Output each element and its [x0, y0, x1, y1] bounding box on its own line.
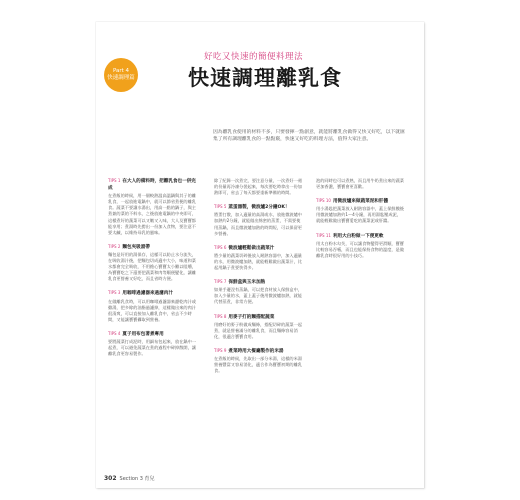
tip-1: [108, 178, 196, 236]
tip-body: 要將蔬菜打成泥時，用細布包起來，放在鍋中一起煮，可以避免蔬菜在煮的過程中碎掉散開，讓離乳食更容易製作。: [108, 338, 196, 357]
continued-text: 泡的同時也可以煮熟，而且用牛奶煮出來的蔬菜更加香濃，寶寶會更喜歡。: [316, 178, 404, 190]
tip-title: 在大人的備料時，把離乳食也一併完成: [108, 179, 196, 192]
tip-body: 用磨好的麥子粉做成麵條，搭配切碎的蔬菜一起煮，就是營養滿分的離乳食，而且麵條容易消化，很適合寶寶食用。: [214, 321, 302, 339]
tip-4: [108, 331, 196, 357]
tip-number: TIPS 7: [214, 279, 227, 285]
tip-11: [316, 233, 404, 259]
tip-number: TIPS 6: [214, 244, 227, 250]
tip-number: TIPS 4: [108, 330, 121, 336]
tip-title: 夏子用布包著煮專用: [122, 331, 164, 337]
column-2: [214, 178, 302, 382]
column-3: [316, 178, 404, 267]
tip-number: TIPS 5: [214, 204, 227, 210]
page-footer: [104, 475, 154, 482]
tip-3: [108, 290, 196, 322]
tip-body: 用太白粉水勾芡，可以讓食物變得更滑順，寶寶比較容易吞嚥，而且也能保持食物的溫度，是做離乳食時很好用的小技巧。: [316, 240, 404, 258]
tip-5: [214, 204, 302, 236]
tip-number: TIPS 10: [316, 198, 331, 204]
tip-title: 用微波爐來做蔬菜泥和肝醬: [332, 199, 389, 205]
tip-number: TIPS 2: [108, 243, 121, 249]
page-number: 302: [104, 475, 117, 482]
tip-number: TIPS 1: [108, 178, 121, 183]
intro-paragraph: [213, 130, 405, 143]
tip-number: TIPS 3: [108, 290, 121, 296]
tip-title: 保鮮盒與玉米加熱: [228, 280, 266, 286]
tip-2: [108, 244, 196, 283]
page-title: 快速調理離乳食: [188, 65, 342, 90]
magazine-page: [96, 22, 424, 488]
section-label: Section 3 育兒: [119, 476, 155, 482]
tip-8: [214, 314, 302, 340]
tip-7: [214, 279, 302, 305]
tip-number: TIPS 11: [316, 232, 331, 238]
tip-title: 麵包夾吸湯帶: [122, 244, 150, 250]
tip-title: 用咖啡過濾器來過濾肉汁: [122, 291, 173, 297]
tip-body: 在煮飯的時候，用一個較熱溫高溫鍋與其子的離乳食，一起放進電鍋中，就可以節省煮便的離乳食。蔬菜不要讓水湯出，用高一點的鍋子，與主煮兼的菜的不料水，之後放進電鍋的中央即可，這樣煮好的蔬菜可以又嫩又入味，大人及寶寶都能享用；煮湯時先撈出一份加入食物，要注意不要太鹹，以維持母乳的風味。: [108, 193, 196, 235]
tip-body: 將少量的蔬菜切碎後放入耐熱容器中，加入適量的水，用微波爐加熱，就能輕鬆做出蔬菜汁，比起用鍋子煮要快得多。: [214, 252, 302, 271]
tip-title: 蒸蛋器製，微波爐2分鐘OK！: [228, 205, 290, 211]
part-badge: [104, 58, 138, 92]
part-number: Part 4: [112, 68, 130, 74]
column-1: [108, 178, 196, 365]
tip-6: [214, 245, 302, 271]
part-label: 快速調理篇: [107, 75, 135, 81]
tip-title: 煮菜時用大餐廳製作的米湯: [228, 348, 284, 354]
tip-title: 利用大白粉做一下便更軟: [332, 233, 384, 239]
page-subtitle: 好吃又快速的簡便料理法: [204, 52, 304, 62]
intro-text: 因為離乳食使用的材料不多，只要發揮一點創意，就能將離乳食做得又快又好吃，以下就匯集了所有調理離乳食的一點點竅，快速又好吃的料理方法，值得大家注意。: [213, 130, 405, 142]
tip-number: TIPS 9: [214, 347, 227, 353]
tip-body: 麵包是好用的湯保存，這樣可以防止水分流失，在吸收湯汁後，把麵包切成適中大小，味道和菜水都會完全吸收，不用擔心寶寶太小難以咀嚼，為寶寶吃之下還要把蔬菜和肉等順便變化，讓離乳食更營養又好吃，而且省時方便。: [108, 251, 196, 282]
tip-number: TIPS 8: [214, 313, 227, 319]
continued-text: 除了紀錄一次煮完，要注意分量，一次煮好一週的份量再冷凍分裝起來，每次要吃時拿出一份加熱即可，省去了每天都要重新準備的時間。: [214, 178, 302, 196]
tip-body: 用小湯匙把蔬菜放入耐熱容器中，蓋上保鮮膜後用微波爐加熱約1～4分鐘，再用湯匙壓成泥，就能輕鬆做出寶寶愛吃的蔬菜泥或肝醬。: [316, 206, 404, 224]
tip-body: 將蛋打散，加入適量的高湯或水，放進微波爐中加熱約2分鐘，就能做出綿密的蒸蛋，不需要使用蒸鍋，而且微波爐加熱的時間短，可以保留更多營養。: [214, 212, 302, 236]
tip-9: [214, 348, 302, 374]
tip-title: 微波爐輕鬆做出蔬菜汁: [228, 245, 275, 251]
tip-body: 如果手邊沒有蒸鍋，可以把食材放入保鮮盒中，加入少量的水，蓋上蓋子後用微波爐加熱，就能代替蒸煮，非常方便。: [214, 287, 302, 305]
tip-body: 在做離乳食時，可以用咖啡過濾器來瀝乾肉汁或雞湯，把多餘的油脂過濾掉，這樣做出來的肉汁很清爽，可以直接加入離乳食中，省去不少時間，又能讓寶寶攝取到營養。: [108, 298, 196, 322]
tip-body: 在煮飯的時候，先取出一部分米湯，這樣的米湯營養豐富又容易消化，適合作為寶寶初期的離乳食。: [214, 355, 302, 374]
tip-10: [316, 198, 404, 224]
tip-title: 用麥子打的麵搭配蔬菜: [228, 314, 275, 320]
